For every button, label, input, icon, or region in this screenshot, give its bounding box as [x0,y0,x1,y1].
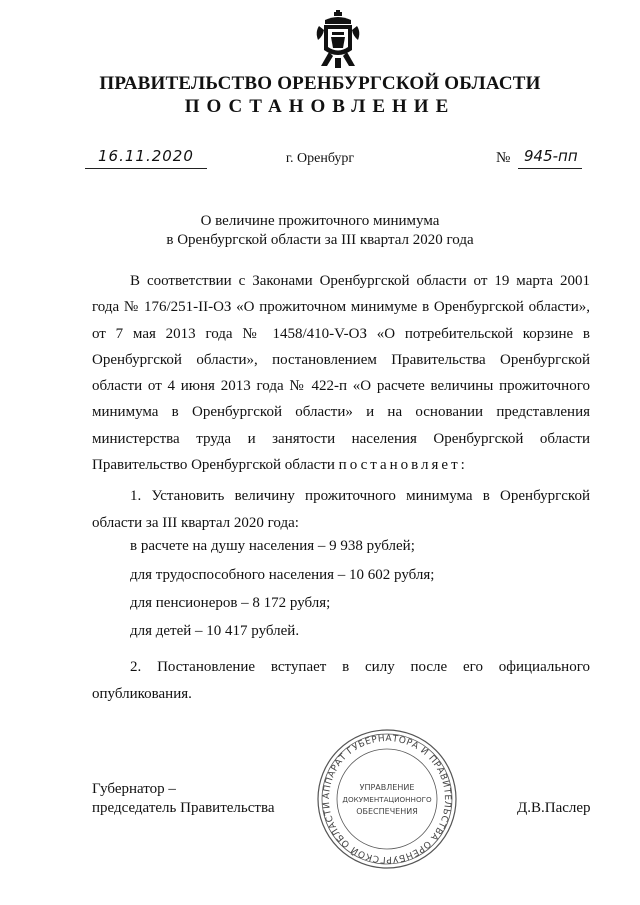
coat-of-arms-icon [315,10,361,70]
signatory-title-2: председатель Правительства [92,800,275,816]
list-item: для трудоспособного населения – 10 602 рубля; [130,567,435,583]
document-place: г. Оренбург [285,151,355,166]
list-item: для пенсионеров – 8 172 рубля; [130,595,331,611]
seal-center-1: УПРАВЛЕНИЕ [359,783,415,792]
clause-2-paragraph: 2. Постановление вступает в силу после его официального опубликования. [92,659,590,702]
seal-center-2: ДОКУМЕНТАЦИОННОГО [342,795,432,804]
clause-1-paragraph: 1. Установить величину прожиточного минимума в Оренбургской области за III квартал 2020 года: [92,488,590,531]
official-seal [316,728,458,870]
signatory-name: Д.В.Паслер [517,800,591,816]
number-label: № [496,150,511,166]
subject-line-1: О величине прожиточного минимума [200,213,440,229]
document-number: 945-пп [524,147,578,165]
list-item: для детей – 10 417 рублей. [130,623,300,639]
preamble-paragraph [92,268,590,478]
subject-line-2: в Оренбургской области за III квартал 2020 года [166,232,474,248]
resolves-word: постановляет: [338,457,468,474]
list-item: в расчете на душу населения – 9 938 рублей; [130,538,415,554]
seal-ring-text: АППАРАТ ГУБЕРНАТОРА И ПРАВИТЕЛЬСТВА ОРЕНБУРГСКОЙ ОБЛАСТИ [321,733,453,865]
document-date: 16.11.2020 [98,147,194,165]
government-title: ПРАВИТЕЛЬСТВО ОРЕНБУРГСКОЙ ОБЛАСТИ [99,73,541,94]
signatory-title-1: Губернатор – [92,781,176,797]
document-type: ПОСТАНОВЛЕНИЕ [184,96,456,117]
seal-center-3: ОБЕСПЕЧЕНИЯ [356,807,418,816]
preamble-text: В соответствии с Законами Оренбургской области от 19 марта 2001 года № 176/251-II-ОЗ «О прожиточном минимуме в Оренбургской области», от 7 мая 2013 года № 1458/410-V-ОЗ «О потребительской корзине в Оренбургской области», постановлением Правительства Оренбургской области от 4 июня 2013 года № 422-п «О расчете величины прожиточного минимума в Оренбургской области» и на основании представления министерства труда и занятости населения Оренбургской области Правительство Оренбургской области [92,273,590,474]
